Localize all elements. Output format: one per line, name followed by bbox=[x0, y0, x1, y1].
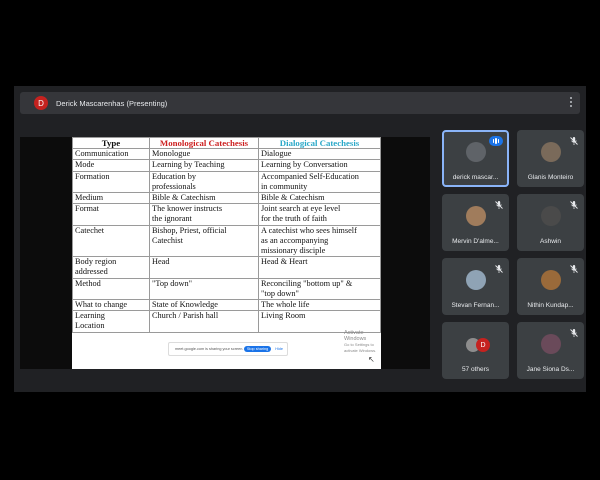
table-cell: The knower instructs the ignorant bbox=[150, 204, 259, 225]
table-cell: Dialogue bbox=[259, 149, 381, 160]
table-cell: Format bbox=[73, 204, 150, 225]
participant-tile[interactable] bbox=[442, 130, 509, 187]
table-cell: A catechist who sees himself as an accompanying missionary disciple bbox=[259, 225, 381, 257]
share-message: meet.google.com is sharing your screen. bbox=[175, 347, 244, 351]
watermark-subtitle: Go to Settings to activate Windows. bbox=[344, 342, 377, 353]
participant-tile[interactable] bbox=[442, 194, 509, 251]
mouse-cursor-icon: ↖ bbox=[368, 355, 375, 364]
participant-name: Stevan Fernan... bbox=[451, 302, 500, 309]
stop-sharing-button[interactable]: Stop sharing bbox=[244, 346, 271, 352]
table-cell: Formation bbox=[73, 171, 150, 192]
participant-name: Ashwin bbox=[540, 238, 561, 245]
table-cell: Catechet bbox=[73, 225, 150, 257]
table-cell: Education by professionals bbox=[150, 171, 259, 192]
table-cell: Learning by Teaching bbox=[150, 160, 259, 171]
avatar bbox=[541, 142, 561, 162]
table-cell: The whole life bbox=[259, 300, 381, 311]
catechesis-table bbox=[72, 137, 381, 333]
avatar bbox=[466, 142, 486, 162]
presenter-avatar: D bbox=[34, 96, 48, 110]
mic-off-icon bbox=[494, 200, 504, 210]
table-row bbox=[73, 149, 381, 160]
table-cell: Head bbox=[150, 257, 259, 278]
table-row bbox=[73, 300, 381, 311]
mic-off-icon bbox=[569, 136, 579, 146]
avatar bbox=[466, 270, 486, 290]
participant-tile[interactable] bbox=[517, 258, 584, 315]
header-type: Type bbox=[73, 138, 150, 149]
windows-activation-watermark bbox=[344, 330, 381, 354]
speaking-indicator-icon bbox=[489, 136, 503, 146]
participant-name: Nithin Kundap... bbox=[527, 302, 574, 309]
table-row bbox=[73, 171, 381, 192]
table-cell: Bishop, Priest, official Catechist bbox=[150, 225, 259, 257]
table-row bbox=[73, 193, 381, 204]
table-cell: Living Room bbox=[259, 311, 381, 332]
table-cell: "Top down" bbox=[150, 278, 259, 299]
participant-tile[interactable] bbox=[517, 130, 584, 187]
avatar bbox=[541, 206, 561, 226]
mic-off-icon bbox=[569, 264, 579, 274]
others-avatars bbox=[466, 338, 490, 352]
header-monological: Monological Catechesis bbox=[150, 138, 259, 149]
presenter-bar bbox=[20, 92, 580, 114]
participant-name: Jane Siona Ds... bbox=[526, 366, 575, 373]
table-cell: Church / Parish hall bbox=[150, 311, 259, 332]
table-cell: Monologue bbox=[150, 149, 259, 160]
watermark-title: Activate Windows bbox=[344, 330, 367, 342]
table-cell: Joint search at eye level for the truth of faith bbox=[259, 204, 381, 225]
mic-off-icon bbox=[494, 264, 504, 274]
table-row bbox=[73, 160, 381, 171]
table-row bbox=[73, 311, 381, 332]
participant-name: Mervin D'alme... bbox=[452, 238, 499, 245]
participant-name: derick mascar... bbox=[452, 174, 499, 181]
mic-off-icon bbox=[569, 200, 579, 210]
participant-tile[interactable] bbox=[442, 258, 509, 315]
table-row bbox=[73, 257, 381, 278]
table-cell: Bible & Catechism bbox=[150, 193, 259, 204]
table-cell: Mode bbox=[73, 160, 150, 171]
avatar bbox=[541, 334, 561, 354]
more-options-icon[interactable] bbox=[569, 97, 572, 109]
table-body bbox=[73, 149, 381, 332]
participant-tile[interactable] bbox=[442, 322, 509, 379]
presenter-title: Derick Mascarenhas (Presenting) bbox=[56, 98, 168, 108]
table-cell: Learning Location bbox=[73, 311, 150, 332]
table-cell: Medium bbox=[73, 193, 150, 204]
presentation-stage bbox=[20, 137, 430, 369]
participant-name: Glanis Monteiro bbox=[527, 174, 574, 181]
table-cell: Reconciling "bottom up" & "top down" bbox=[259, 278, 381, 299]
table-cell: Communication bbox=[73, 149, 150, 160]
table-cell: Accompanied Self-Education in community bbox=[259, 171, 381, 192]
avatar bbox=[541, 270, 561, 290]
mic-off-icon bbox=[569, 328, 579, 338]
avatar bbox=[466, 206, 486, 226]
meet-window bbox=[14, 86, 586, 392]
avatar: D bbox=[476, 338, 490, 352]
table-cell: What to change bbox=[73, 300, 150, 311]
table-cell: Head & Heart bbox=[259, 257, 381, 278]
table-row bbox=[73, 204, 381, 225]
participant-tile[interactable] bbox=[517, 194, 584, 251]
table-row bbox=[73, 278, 381, 299]
screen-share-notice bbox=[168, 342, 288, 356]
table-row bbox=[73, 225, 381, 257]
table-cell: Learning by Conversation bbox=[259, 160, 381, 171]
header-dialogical: Dialogical Catechesis bbox=[259, 138, 381, 149]
presentation-slide bbox=[72, 137, 381, 369]
participant-tile[interactable] bbox=[517, 322, 584, 379]
hide-button[interactable]: Hide bbox=[275, 347, 283, 351]
table-cell: Bible & Catechism bbox=[259, 193, 381, 204]
participant-name: 57 others bbox=[461, 366, 490, 373]
table-cell: State of Knowledge bbox=[150, 300, 259, 311]
table-cell: Body region addressed bbox=[73, 257, 150, 278]
table-cell: Method bbox=[73, 278, 150, 299]
table-header-row bbox=[73, 138, 381, 149]
